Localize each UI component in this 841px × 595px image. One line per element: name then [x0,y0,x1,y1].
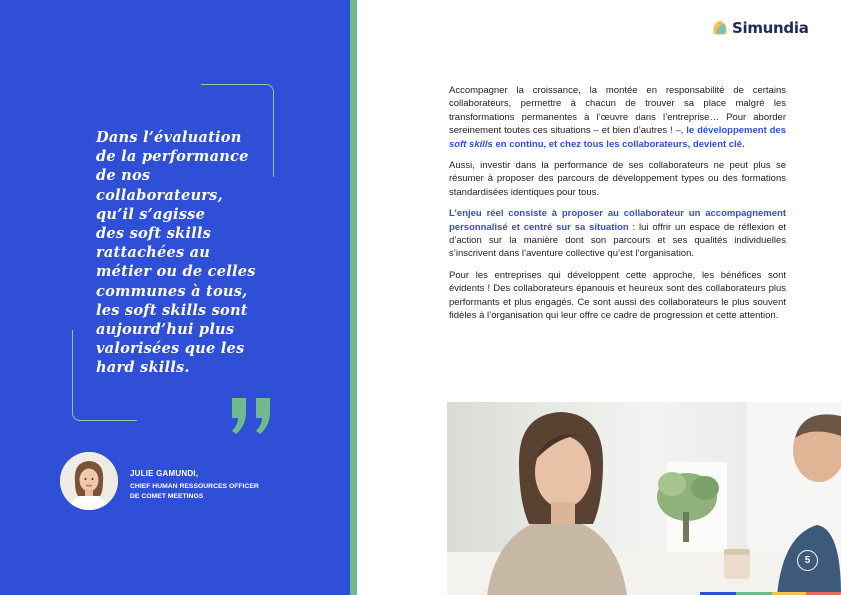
quote-line: rattachées au [96,244,211,262]
quote-line: des soft skills [96,225,212,243]
paragraph-text: : lui offrir un espace de réflexion et d’action sur la manière dont son parcours et ses qualités individuelles s’inscrivent dans l’aventure collective qu’est l’organisation. [449,221,786,260]
pull-quote [96,128,266,378]
logo-text: Simundia [732,19,809,37]
quote-line: aujourd’hui plus [96,321,235,339]
quote-line: de la performance [96,148,249,166]
quote-line: communes à tous, [96,282,248,300]
paragraph: Pour les entreprises qui développent cette approche, les bénéfices sont évidents ! Des collaborateurs épanouis et heureux sont des collaborateurs plus performants et plus engagés. Ce sont aussi des collaborateurs le plus souvent fidèles à l’organisation qui leur offre ce cadre de progression et cette attention. [449,269,786,322]
quote-line: qu’il s’agisse [96,205,206,223]
article-body [449,84,786,331]
highlight-italic: soft skills [449,138,493,150]
quote-panel [0,0,350,595]
quote-line: de nos [96,167,151,185]
quote-line: les soft skills sont [96,301,248,319]
closing-quote-icon [228,396,278,436]
quote-line: métier ou de celles [96,263,256,281]
paragraph [449,84,786,151]
highlight-part: le développement des [686,125,786,137]
simundia-logo [711,16,809,40]
paragraph-text: Accompagner la croissance, la montée en responsabilité de certains collaborateurs, permettre à chacun de trouver sa place malgré les transformations permanentes à l’œuvre dans l’entreprise… Pour aborder sereinement toutes ces situations – et bien d’autres ! –, [449,85,786,137]
meeting-photo [447,402,841,595]
author-portrait-icon [60,452,118,510]
author-name: JULIE GAMUNDI, [130,469,199,478]
quote-line: Dans l’évaluation [96,129,242,146]
quote-line: valorisées que les [96,340,245,358]
paragraph: Aussi, investir dans la performance de ses collaborateurs ne peut plus se résumer à proposer des parcours de développement types ou des formations standardisées identiques pour tous. [449,160,786,198]
paragraph [449,207,786,261]
simundia-logo-icon [711,19,729,37]
author-role-line: CHIEF HUMAN RESSOURCES OFFICER [130,483,259,490]
quote-line: hard skills. [96,359,190,377]
highlight-part: en continu, et chez tous les collaborateurs, devient clé. [492,138,745,150]
page-number: 5 [797,550,818,571]
quote-line: collaborateurs, [96,186,223,204]
author-role [130,482,290,502]
highlight-text: L’enjeu réel consiste à proposer au collaborateur un accompagnement personnalisé et centré sur sa situation [449,208,786,233]
author-avatar [60,452,118,510]
green-divider-stripe [350,0,357,595]
author-role-line: DE COMET MEETINGS [130,493,204,500]
meeting-photo-illustration [447,402,841,595]
